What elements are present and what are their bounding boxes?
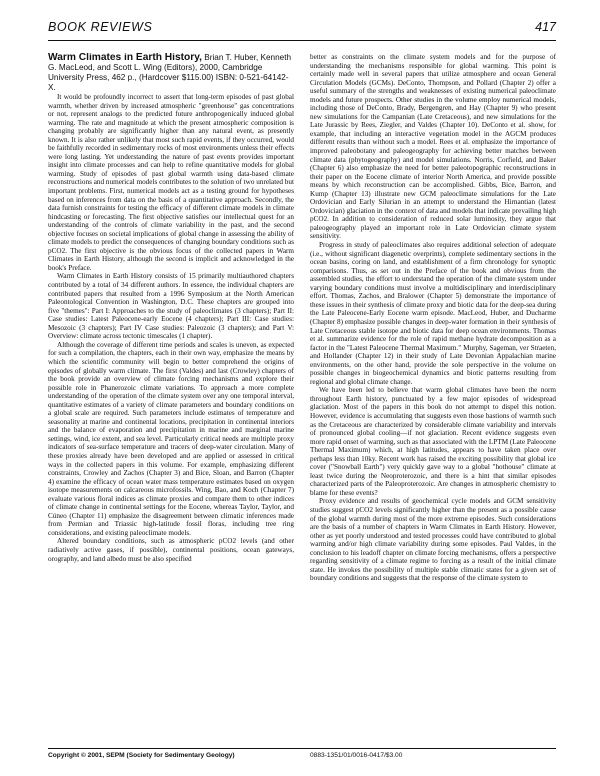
book-title: Warm Climates in Earth History, <box>48 53 202 63</box>
article-code: 0883-1351/01/0016-0417/$3.00 <box>310 752 403 759</box>
book-citation: Brian T. Huber, Kenneth G. MacLeod, and Scott L. Wing (Editors), 2000, Cambridge University Press, 462 p., (Hardcover $115.00) ISBN: 0-521-64142-X. <box>48 53 292 92</box>
left-paragraph-1: It would be profoundly incorrect to assert that long-term episodes of past global warmth, whether driven by increased atmospheric "greenhouse" gas concentrations or not, represent analogs to the predicted future anthropogenically induced global warming. The rate and magnitude at which the present atmospheric composition is changing probably are significantly higher than any natural event, as presently known. It is also rather unlikely that most such rapid events, if they occurred, would be faithfully recorded in sedimentary rocks of most environments unless their effects were long lasting. Yet understanding the nature of past events provides important insight into climate processes and can help to refine quantitative models for global warming. Study of episodes of past global warmth using data-based climate reconstructions and numerical models contributes to the solution of two unrelated but important problems. First, numerical models act as a testing ground for hypotheses based on inferences from data on the basis of a quantitative approach. Secondly, the data furnish constraints for testing the efficacy of different climate models in climate hindcasting or forecasting. The first objective satisfies our intellectual quest for an understanding of the controls of climate variability in the past, and the second objective focuses on societal implications of global change in assessing the ability of climate models to predict the consequences of changing boundary conditions such as pCO2. The first objective is the obvious focus of the collected papers in Warm Climates in Earth History, although the second is implicit and acknowledged in the book's Preface. <box>48 93 294 272</box>
footer-rule <box>48 748 556 749</box>
right-column <box>310 53 556 741</box>
header-rule <box>48 40 556 41</box>
left-paragraph-4: Altered boundary conditions, such as atmospheric pCO2 levels (and other radiatively active gases, if possible), continental positions, ocean gateways, orography, and land albedo must be also specified <box>48 537 294 563</box>
right-paragraph-2: Progress in study of paleoclimates also requires additional selection of adequate (i.e., without significant diagenetic overprints), complete sedimentary sections in the ocean basins, coring on land, and establishment of a firm chronology for synoptic comparisons. Thus, as set out in the Preface of the book and obvious from the assembled studies, the effort to understand the operation of the climate system under varying boundary conditions must involve a multidisciplinary and interdisciplinary effort. Thomas, Zachos, and Bralower (Chapter 5) demonstrate the importance of these issues in their synthesis of climate proxy and biotic data for the deep-sea during the Late Paleocene-Early Eocene warm episode. MacLeod, Huber, and Ducharme (Chapter 8) emphasize possible changes in deep-water formation in their synthesis of Late Cretaceous stable isotope and biotic data for deep ocean environments. Thomas et al. summarize evidence for the role of rapid methane hydrate decomposition as a factor in the "Latest Paleocene Thermal Maximum." Murphy, Sageman, ver Straeten, and Hollander (Chapter 12) in their study of Late Devonian Appalachian marine environments, on the other hand, provide the sole perspective in the volume on possible changes in biogeochemical dynamics and biotic patterns resulting from regional and global climate change. <box>310 241 556 386</box>
left-column <box>48 53 294 741</box>
right-paragraph-3: We have been led to believe that warm global climates have been the norm throughout Earth history, punctuated by a few major episodes of widespread glaciation. Most of the papers in this book do not attempt to dispel this notion. However, evidence is accumulating that suggests even those bastions of warmth such as the Cretaceous are characterized by considerable climate variability and intervals of pronounced global cooling—if not glaciation. Recent evidence suggests even more rapid onset of warming, such as that associated with the LPTM (Late Paleocene Thermal Maximum) which, at high latitudes, appears to have taken place over perhaps less than 10ky. Recent work has raised the exciting possibility that global ice cover ("Snowball Earth") very quickly gave way to a global "hothouse" climate at least twice during the Neoproterozoic, and there is a hint that similar episodes characterized parts of the Paleoproterozoic. Are changes in atmospheric chemistry to blame for these events? <box>310 386 556 497</box>
running-header <box>48 20 556 40</box>
right-paragraph-4: Proxy evidence and results of geochemical cycle models and GCM sensitivity studies suggest pCO2 levels significantly higher than the present as a possible cause of the global warmth during most of the more extreme episodes. Such considerations are the basis of a number of chapters in Warm Climates in Earth History. However, other as yet poorly understood and tested processes could have contributed to global warming and/or high climate variability during some episodes. Paul Valdes, in the conclusion to his leadoff chapter on climate forcing mechanisms, offers a perspective regarding sensitivity of a climate regime to forcing as a result of the initial climate state. He invokes the possibility of multiple stable climatic states for a given set of boundary conditions and suggests that the response of the climate system to <box>310 497 556 583</box>
copyright-notice: Copyright © 2001, SEPM (Society for Sedimentary Geology) <box>48 752 235 759</box>
section-title: BOOK REVIEWS <box>48 20 153 34</box>
review-heading <box>48 53 294 93</box>
left-paragraph-2: Warm Climates in Earth History consists of 15 primarily multiauthored chapters contributed by a total of 34 different authors. In essence, the individual chapters are contributed papers that resulted from a 1996 Symposium at the North American Paleontological Convention in Washington, D.C. These chapters are grouped into five "themes": Part I: Approaches to the study of paleoclimates (3 chapters); Part II: Case studies: Latest Paleocene-early Eocene (4 chapters); Part III: Case studies: Mesozoic (3 chapters); Part IV Case studies: Paleozoic (3 chapters); and Part V: Overview: climate across tectonic timescales (1 chapter). <box>48 272 294 341</box>
left-paragraph-3: Although the coverage of different time periods and scales is uneven, as expected for such a compilation, the chapters, each in their own way, emphasize the means by which the scientific community will begin to better comprehend the origins of episodes of globally warm climate. The first (Valdes) and last (Crowley) chapters of the book provide an overview of climate forcing mechanisms and explore their possible role in Phanerozoic climate variations. To approach a more complete understanding of the operation of the climate system over any one temporal interval, quantitative estimates of a variety of climate parameters and boundary conditions on a global scale are required. Such parameters include estimates of temperature and seasonality at marine and continental locations, precipitation in continental interiors and the balance of evaporation and precipitation in marine and marginal marine settings, wind, ice extent, and sea level. Particularly critical needs are multiple proxy indicators of sea-surface temperature and tracers of deep-water circulation. Many of these proxies already have been developed and are applied or assessed in critical ways in the collected papers in this volume. For example, emphasizing different constraints, Crowley and Zachos (Chapter 3) and Bice, Sloan, and Barron (Chapter 4) examine the efficacy of ocean water mass temperature estimates based on oxygen isotope measurements on calcareous microfossils. Wing, Bao, and Koch (Chapter 7) evaluate various floral indices as climate proxies and compare them to other indices of climate change in continental settings for the Eocene, whereas Taylor, Taylor, and Cúneo (Chapter 11) emphasize the disagreement between climatic inferences made from Permian and Triassic high-latitude fossil floras, including tree ring considerations, and existing paleoclimate models. <box>48 340 294 537</box>
right-paragraph-1: better as constraints on the climate system models and for the purpose of understanding the mechanisms responsible for global warming. This point is certainly made well in several papers that utilize atmosphere and ocean General Circulation Models (GCMs). DeConto, Thompson, and Pollard (Chapter 2) offer a useful summary of the strengths and weaknesses of existing numerical paleoclimate models and future prospects. Other studies in the volume employ numerical models, including those of DeConto, Brady, Bergengren, and Hay (Chapter 9) who present new simulations for the Campanian (Late Cretaceous), and new simulations for the Late Jurassic by Rees, Ziegler, and Valdes (Chapter 10). DeConto et al. show, for example, that including an interactive vegetation model in the AGCM produces different results than without such a model. Rees et al. emphasize the importance of improved paleobotany and paleogeography for achieving better matches between climate data (phytogeography) and model simulations. Norris, Corfield, and Baker (Chapter 6) also emphasize the need for better paleotopographic reconstructions in their paper on the Eocene climate of interior North America, and provide possible means by which reconstruction can be accomplished. Gibbs, Bice, Barron, and Kump (Chapter 13) illustrate new GCM paleoclimate simulations for the Late Ordovician and Early Silurian in an attempt to understand the Hirnantian (latest Ordovician) glaciation in the context of data and models that indicate prevailing high pCO2. In addition to consideration of reduced solar luminosity, they argue that paleogeography played an important role in Late Ordovician climate system sensitivity. <box>310 53 556 241</box>
page-number: 417 <box>535 20 556 34</box>
